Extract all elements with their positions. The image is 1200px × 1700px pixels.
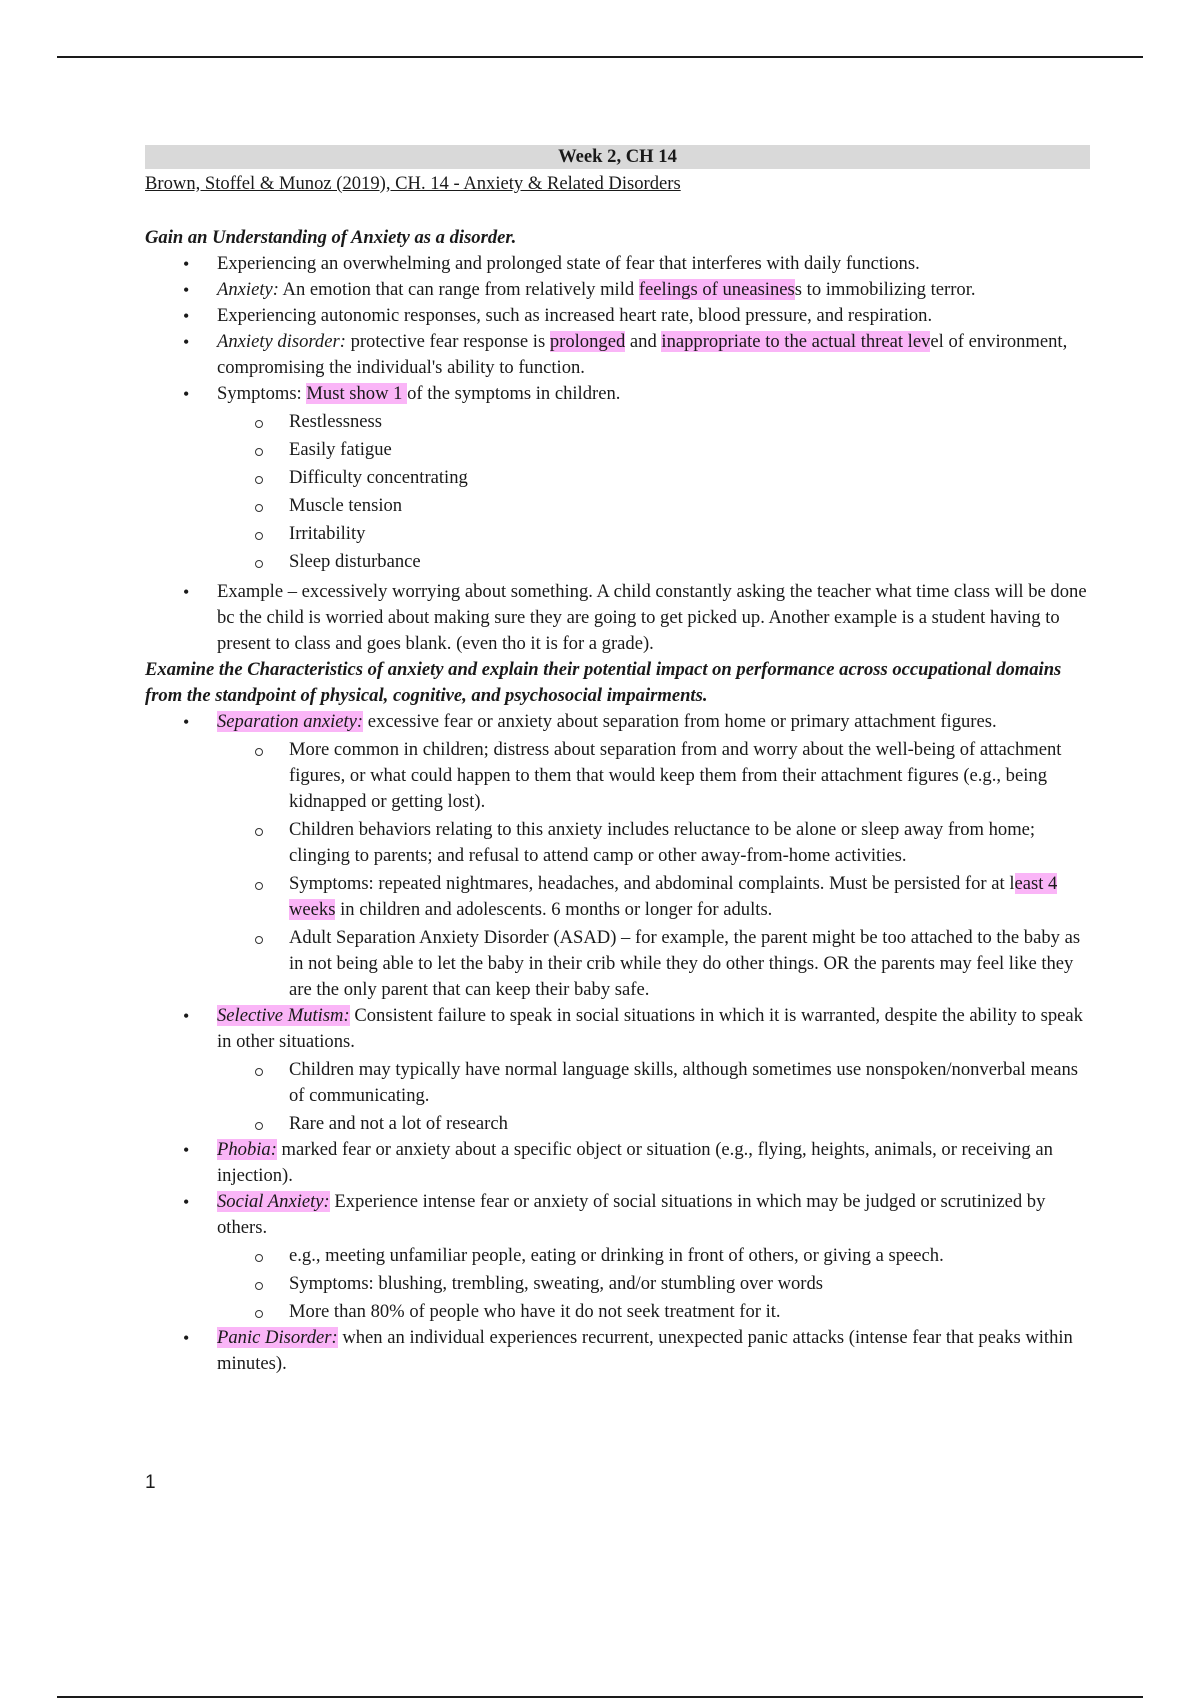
- sub-list-item: Symptoms: repeated nightmares, headaches, and abdominal complaints. Must be persisted for at least 4 weeks in children and adolescents. 6 months or longer for adults.: [145, 871, 1090, 923]
- list-item-anxiety: • Anxiety: An emotion that can range from relatively mild feelings of uneasiness to immobilizing terror.: [145, 277, 1090, 303]
- symptom-sublist: [145, 409, 1090, 575]
- sub-list-item: Children behaviors relating to this anxiety includes reluctance to be alone or sleep away from home; clinging to parents; and refusal to attend camp or other away-from-home activities.: [145, 817, 1090, 869]
- sub-list-item: Symptoms: blushing, trembling, sweating, and/or stumbling over words: [145, 1271, 1090, 1297]
- highlight: inappropriate to the actual threat lev: [661, 331, 931, 352]
- highlight: east 4 weeks: [289, 873, 1058, 920]
- page-number: 1: [145, 1472, 156, 1493]
- sub-list-item: Difficulty concentrating: [145, 465, 1090, 491]
- highlight: prolonged: [549, 331, 626, 352]
- term-social-anxiety: Social Anxiety:: [217, 1191, 330, 1212]
- sub-list-item: Adult Separation Anxiety Disorder (ASAD) – for example, the parent might be too attached to the baby as in not being able to let the baby in their crib while they do other things. OR the parents may feel like they are the only parent that can keep their baby safe.: [145, 925, 1090, 1003]
- term-panic-disorder: Panic Disorder:: [217, 1327, 338, 1348]
- sub-list-item: Children may typically have normal language skills, although sometimes use nonspoken/nonverbal means of communicating.: [145, 1057, 1090, 1109]
- term-phobia: Phobia:: [217, 1139, 277, 1160]
- list-item-separation-anxiety: • Separation anxiety: excessive fear or anxiety about separation from home or primary attachment figures. More common in children; distress about separation from and worry about the well-being of attachment figures, or what could happen to them that would keep them from their attachment figures (e.g., being kidnapped or getting lost). Children behaviors relating to this anxiety includes reluctance to be alone or sleep away from home; clinging to parents; and refusal to attend camp or other away-from-home activities. Symptoms: repeated nightmares, headaches, and abdominal complaints. Must be persisted for at least 4 weeks in children and adolescents. 6 months or longer for adults. Adult Separation Anxiety Disorder (ASAD) – for example, the parent might be too attached to the baby as in not being able to let the baby in their crib while they do other things. OR the parents may feel like they are the only parent that can keep their baby safe.: [145, 709, 1090, 1003]
- section2-list: [145, 709, 1090, 1377]
- term-selective-mutism: Selective Mutism:: [217, 1005, 350, 1026]
- list-item-symptoms: • Symptoms: Must show 1 of the symptoms in children.: [145, 381, 1090, 407]
- list-item: • Experiencing an overwhelming and prolonged state of fear that interferes with daily functions.: [145, 251, 1090, 277]
- list-item-selective-mutism: • Selective Mutism: Consistent failure to speak in social situations in which it is warranted, despite the ability to speak in other situations. Children may typically have normal language skills, although sometimes use nonspoken/nonverbal means of communicating. Rare and not a lot of research: [145, 1003, 1090, 1137]
- sub-list-item: Restlessness: [145, 409, 1090, 435]
- list-item: • Experiencing autonomic responses, such as increased heart rate, blood pressure, and respiration.: [145, 303, 1090, 329]
- list-item-example: • Example – excessively worrying about something. A child constantly asking the teacher what time class will be done bc the child is worried about making sure they are going to get picked up. Another example is a student having to present to class and goes blank. (even tho it is for a grade).: [145, 579, 1090, 657]
- section-heading-characteristics: Examine the Characteristics of anxiety and explain their potential impact on performance across occupational domains from the standpoint of physical, cognitive, and psychosocial impairments.: [145, 659, 1062, 706]
- sub-list-item: Irritability: [145, 521, 1090, 547]
- reference-line: Brown, Stoffel & Munoz (2019), CH. 14 - Anxiety & Related Disorders: [145, 173, 681, 194]
- separation-sublist: [145, 737, 1090, 1003]
- section-heading-understanding: Gain an Understanding of Anxiety as a disorder.: [145, 227, 517, 248]
- sub-list-item: e.g., meeting unfamiliar people, eating or drinking in front of others, or giving a speech.: [145, 1243, 1090, 1269]
- term-separation-anxiety: Separation anxiety:: [217, 711, 364, 732]
- list-item-social-anxiety: • Social Anxiety: Experience intense fear or anxiety of social situations in which may be judged or scrutinized by others. e.g., meeting unfamiliar people, eating or drinking in front of others, or giving a speech. Symptoms: blushing, trembling, sweating, and/or stumbling over words More than 80% of people who have it do not seek treatment for it.: [145, 1189, 1090, 1325]
- sub-list-item: More than 80% of people who have it do not seek treatment for it.: [145, 1299, 1090, 1325]
- sub-list-item: Easily fatigue: [145, 437, 1090, 463]
- social-sublist: [145, 1243, 1090, 1325]
- sub-list-item: Rare and not a lot of research: [145, 1111, 1090, 1137]
- highlight: feelings of uneasines: [638, 279, 795, 300]
- sub-list-item: Muscle tension: [145, 493, 1090, 519]
- document-body: [145, 145, 1090, 1377]
- sub-list-item: Sleep disturbance: [145, 549, 1090, 575]
- list-item-phobia: • Phobia: marked fear or anxiety about a specific object or situation (e.g., flying, heights, animals, or receiving an injection).: [145, 1137, 1090, 1189]
- top-rule: [57, 56, 1143, 58]
- term-anxiety: Anxiety:: [217, 279, 279, 300]
- sub-list-item: More common in children; distress about separation from and worry about the well-being of attachment figures, or what could happen to them that would keep them from their attachment figures (e.g., being kidnapped or getting lost).: [145, 737, 1090, 815]
- week-title: Week 2, CH 14: [145, 145, 1090, 169]
- term-anxiety-disorder: Anxiety disorder:: [217, 331, 346, 352]
- list-item-panic-disorder: • Panic Disorder: when an individual experiences recurrent, unexpected panic attacks (intense fear that peaks within minutes).: [145, 1325, 1090, 1377]
- bottom-rule: [57, 1696, 1143, 1698]
- section1-list-cont: [145, 579, 1090, 657]
- highlight: Must show 1: [306, 383, 408, 404]
- section1-list: [145, 251, 1090, 407]
- list-item-anxiety-disorder: • Anxiety disorder: protective fear response is prolonged and inappropriate to the actual threat level of environment, compromising the individual's ability to function.: [145, 329, 1090, 381]
- mutism-sublist: [145, 1057, 1090, 1137]
